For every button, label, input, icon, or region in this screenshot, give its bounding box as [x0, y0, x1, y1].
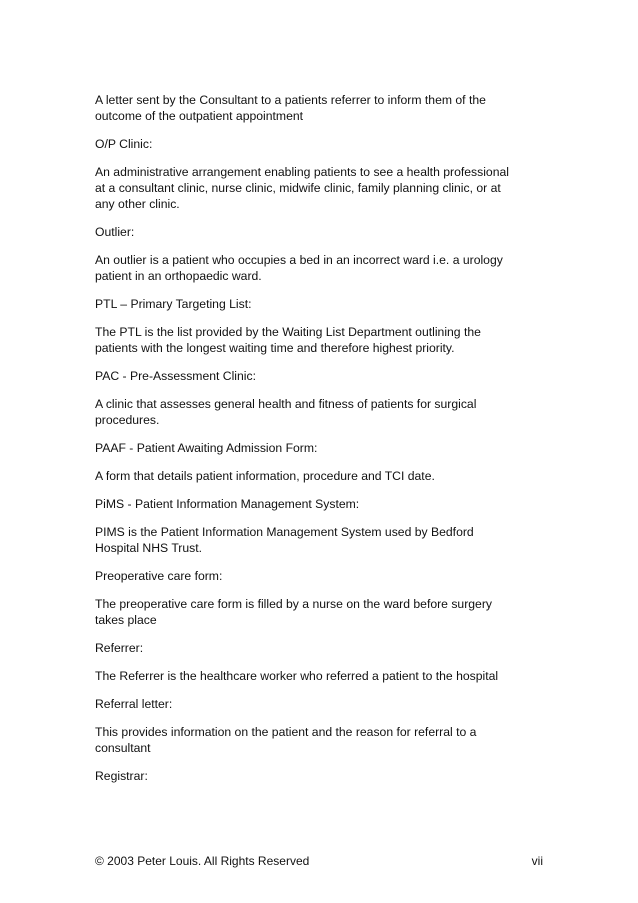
paaf-definition: A form that details patient information, procedure and TCI date.: [95, 469, 435, 483]
referral-letter-definition: This provides information on the patient and the reason for referral to a consultant: [95, 725, 477, 755]
preoperative-term: Preoperative care form:: [95, 569, 223, 583]
referrer-definition: The Referrer is the healthcare worker who referred a patient to the hospital: [95, 669, 499, 683]
pac-term: PAC - Pre-Assessment Clinic:: [95, 369, 256, 383]
appointment-letter-definition: A letter sent by the Consultant to a patients referrer to inform them of the outcome of the outpatient appointment: [95, 93, 486, 123]
preoperative-definition: The preoperative care form is filled by a nurse on the ward before surgery takes place: [95, 597, 492, 627]
pims-definition: PIMS is the Patient Information Management System used by Bedford Hospital NHS Trust.: [95, 525, 474, 555]
referrer-term: Referrer:: [95, 641, 144, 655]
outlier-term: Outlier:: [95, 225, 135, 239]
copyright-notice: © 2003 Peter Louis. All Rights Reserved: [95, 854, 310, 868]
glossary-content: [95, 92, 555, 796]
pims-term: PiMS - Patient Information Management System:: [95, 497, 360, 511]
ptl-term: PTL – Primary Targeting List:: [95, 297, 252, 311]
registrar-term: Registrar:: [95, 769, 148, 783]
referral-letter-term: Referral letter:: [95, 697, 173, 711]
page-footer: [95, 853, 543, 869]
page-number: vii: [531, 854, 543, 868]
pac-definition: A clinic that assesses general health and fitness of patients for surgical procedures.: [95, 397, 477, 427]
op-clinic-term: O/P Clinic:: [95, 137, 153, 151]
outlier-definition: An outlier is a patient who occupies a bed in an incorrect ward i.e. a urology patient in an orthopaedic ward.: [95, 253, 503, 283]
ptl-definition: The PTL is the list provided by the Waiting List Department outlining the patients with the longest waiting time and therefore highest priority.: [95, 325, 481, 355]
op-clinic-definition: An administrative arrangement enabling patients to see a health professional at a consultant clinic, nurse clinic, midwife clinic, family planning clinic, or at any other clinic.: [95, 165, 509, 211]
paaf-term: PAAF - Patient Awaiting Admission Form:: [95, 441, 318, 455]
